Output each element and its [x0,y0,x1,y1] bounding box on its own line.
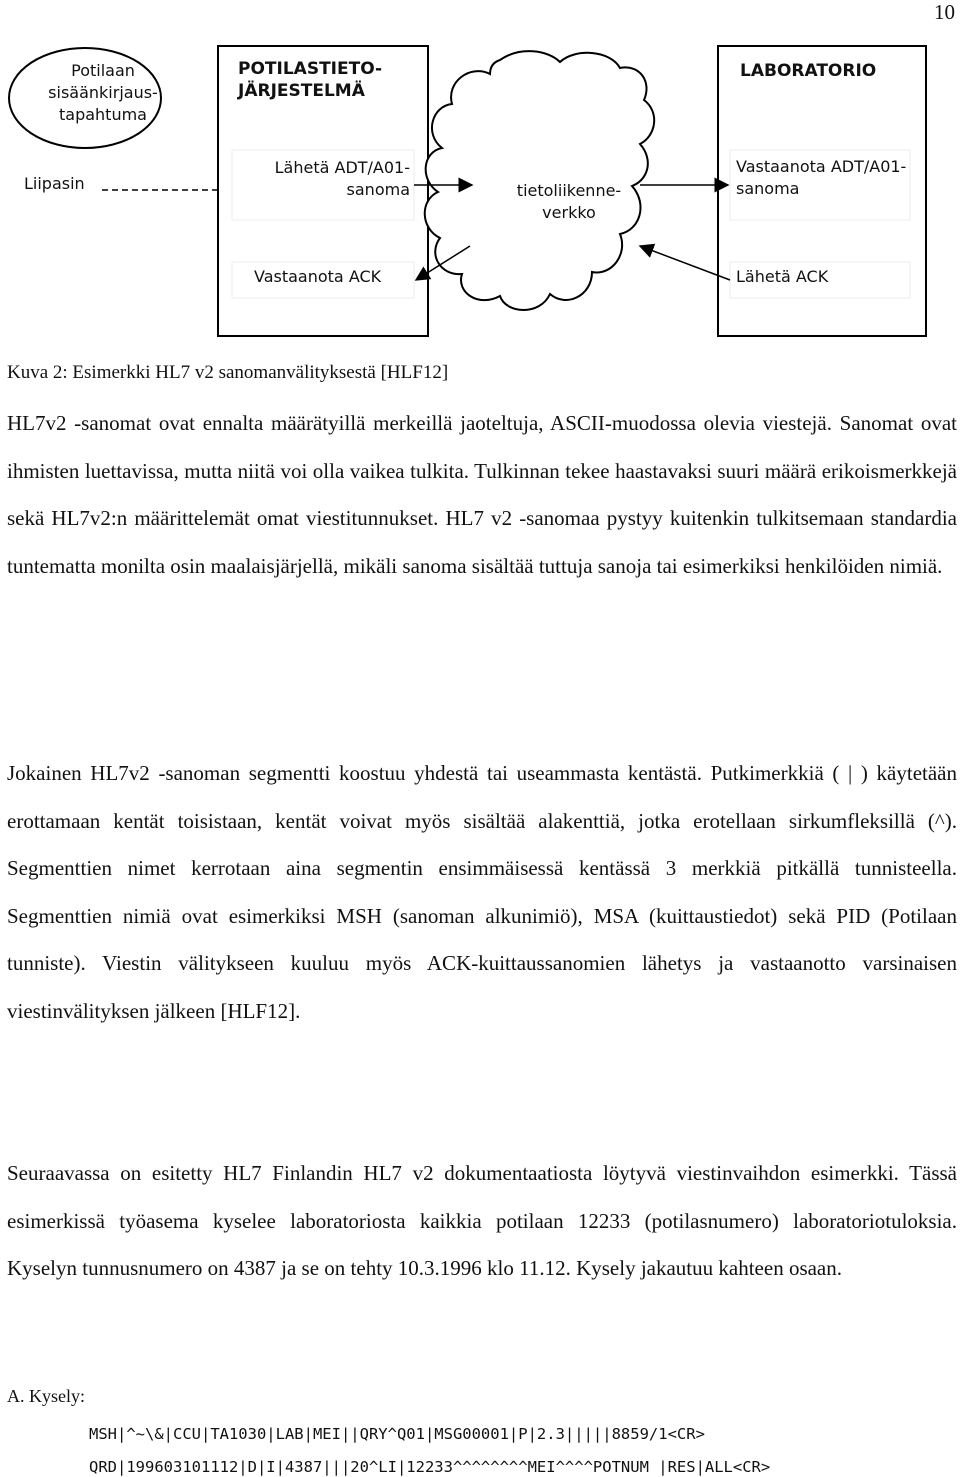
hl7-message-diagram [0,40,960,340]
example-label: A. Kysely: [7,1386,85,1406]
send-ack-label: Lähetä ACK [736,267,829,286]
receive-adt-label: Vastaanota ADT/A01-sanoma [736,157,907,198]
event-bubble-label: Potilaan sisäänkirjaus- tapahtuma [48,61,158,124]
paragraph-3: Seuraavassa on esitetty HL7 Finlandin HL7 v2 dokumentaatiosta löytyvä viestinvaihdon esimerkki. Tässä esimerkissä työasema kyselee laboratoriosta kaikkia potilaan 12233 (potilasnumero) laboratoriotuloksia. Kyselyn tunnusnumero on 4387 ja se on tehty 10.3.1996 klo 11.12. Kysely jakautuu kahteen osaan. [7,1161,957,1281]
paragraph-1: HL7v2 -sanomat ovat ennalta määrätyillä merkeillä jaoteltuja, ASCII-muodossa olevia viestejä. Sanomat ovat ihmisten luettavissa, mutta niitä voi olla vaikea tulkita. Tulkinnan tekee haastavaksi suuri määrä erikoismerkkejä sekä HL7v2:n määrittelemät omat viestitunnukset. HL7 v2 -sanomaa pystyy kuitenkin tulkitsemaan standardia tuntematta monilta osin maalaisjärjellä, mikäli sanoma sisältää tuttuja sanoja tai esimerkiksi henkilöiden nimiä. [7,411,957,578]
trigger-label: Liipasin [24,174,85,193]
lab-title: LABORATORIO [740,61,877,81]
send-adt-label: Lähetä ADT/A01-sanoma [274,158,410,199]
network-label: tietoliikenne- verkko [516,181,622,222]
code-line-qrd: QRD|199603101112|D|I|4387|||20^LI|12233^^^^^^^^MEI^^^^POTNUM |RES|ALL<CR> [89,1458,771,1476]
code-line-msh: MSH|^~\&|CCU|TA1030|LAB|MEI||QRY^Q01|MSG00001|P|2.3|||||8859/1<CR> [89,1425,705,1443]
page-number: 10 [934,0,955,24]
arrow-send-ack [640,246,730,280]
paragraph-2: Jokainen HL7v2 -sanoman segmentti koostuu yhdestä tai useammasta kentästä. Putkimerkkiä ( | ) käytetään erottamaan kentät toisistaan, kentät voivat myös sisältää alakenttiä, jotka erotellaan sirkumfleksillä (^). Segmenttien nimet kerrotaan aina segmentin ensimmäisessä kentässä 3 merkkiä pitkällä tunnisteella. Segmenttien nimiä ovat esimerkiksi MSH (sanoman alkunimiö), MSA (kuittaustiedot) sekä PID (Potilaan tunniste). Viestin välitykseen kuuluu myös ACK-kuittaussanomien lähetys ja vastaanotto varsinaisen viestinvälityksen jälkeen [HLF12]. [7,761,957,1023]
figure-caption: Kuva 2: Esimerkki HL7 v2 sanomanvälityksestä [HLF12] [7,362,449,383]
receive-ack-label: Vastaanota ACK [254,267,382,286]
system-title: POTILASTIETO- JÄRJESTELMÄ [238,59,383,101]
